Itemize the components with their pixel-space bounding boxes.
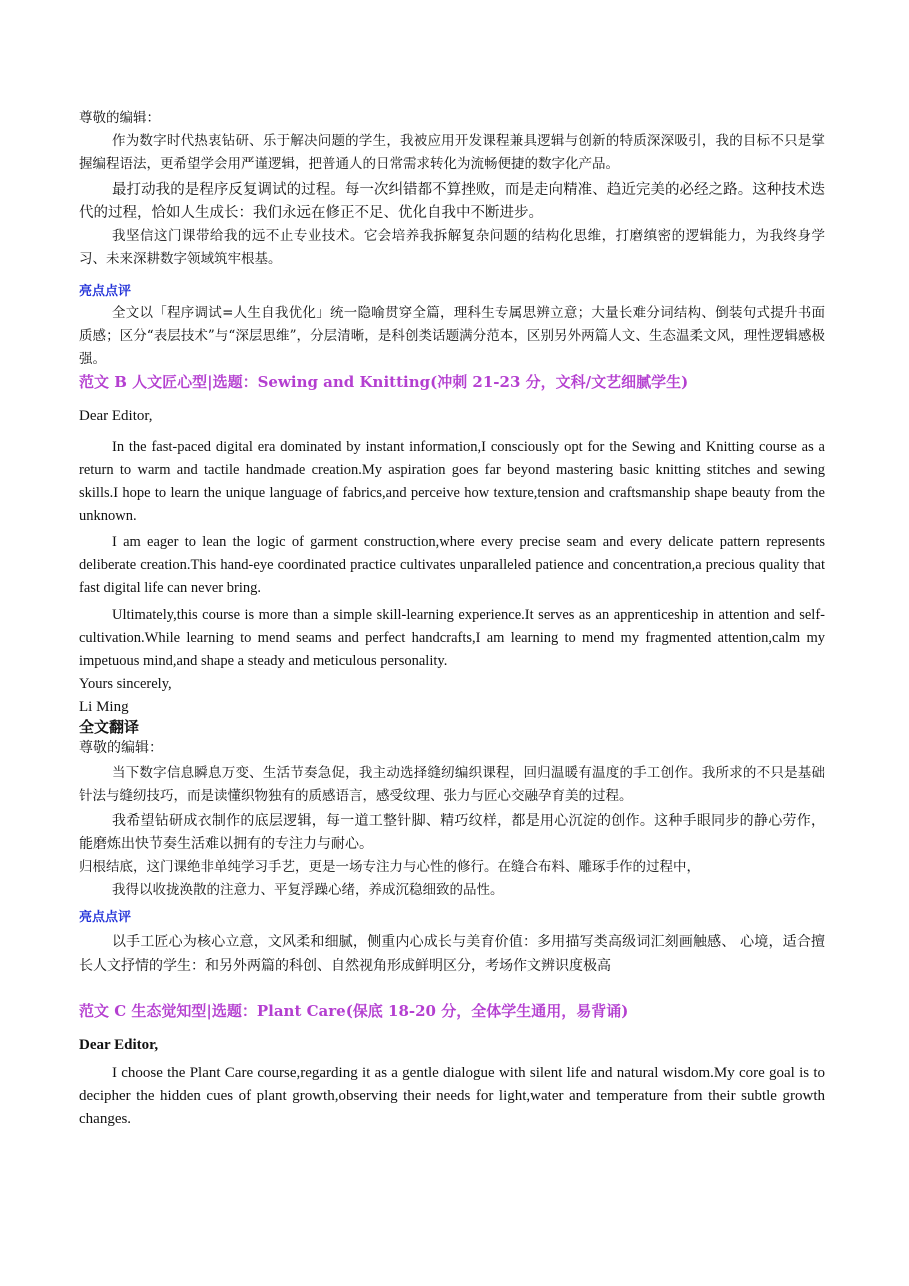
paragraph: 我得以收拢涣散的注意力、平复浮躁心绪，养成沉稳细致的品性。: [112, 882, 504, 898]
closing: Yours sincerely,: [79, 676, 172, 692]
paragraph: 我希望钻研成衣制作的底层逻辑，每一道工整针脚、精巧纹样，都是用心沉淀的创作。这种手眼同步的静心劳作，能磨炼出快节奏生活难以拥有的专注力与耐心。: [79, 813, 825, 852]
paragraph: 归根结底，这门课绝非单纯学习手艺，更是一场专注力与心性的修行。在缝合布料、雕琢手作的过程中，: [79, 859, 700, 875]
salutation: Dear Editor,: [79, 408, 153, 424]
section-heading-c: 范文 C 生态觉知型|选题：Plant Care(保底 18-20 分，全体学生通用，易背诵): [79, 1002, 629, 1020]
salutation: 尊敬的编辑：: [79, 740, 163, 756]
paragraph: 当下数字信息瞬息万变、生活节奏急促，我主动选择缝纫编织课程，回归温暖有温度的手工创作。我所求的不只是基础针法与缝纫技巧，而是读懂织物独有的质感语言，感受纹理、张力与匠心交融孕育美的过程。: [79, 765, 825, 804]
essay-b: [79, 405, 825, 719]
translation-label: 全文翻译: [79, 718, 140, 736]
highlight-label: 亮点点评: [79, 910, 132, 925]
essay-c: [79, 1034, 825, 1131]
signature: Li Ming: [79, 699, 129, 715]
essay-b-translation: [79, 737, 825, 902]
paragraph: 最打动我的是程序反复调试的过程。每一次纠错都不算挫败，而是走向精准、趋近完美的必经之路。这种技术迭代的过程，恰如人生成长：我们永远在修正不足、优化自我中不断进步。: [79, 182, 825, 221]
highlight-label: 亮点点评: [79, 284, 132, 299]
section-heading-b: 范文 B 人文匠心型|选题：Sewing and Knitting(冲刺 21-23 分，文科/文艺细腻学生): [79, 373, 689, 391]
paragraph: Ultimately,this course is more than a simple skill-learning experience.It serves as an apprenticeship in attention and self-cultivation.While learning to mend seams and perfect handcrafts,I am learning to mend my fragmented attention,calm my impetuous mind,and shape a steady and meticulous personality.: [79, 607, 825, 669]
essay-a-translation: [79, 107, 825, 271]
paragraph: I choose the Plant Care course,regarding it as a gentle dialogue with silent life and natural wisdom.My core goal is to decipher the hidden cues of plant growth,observing their needs for light,water and temperature from their subtle growth changes.: [79, 1065, 825, 1127]
paragraph: 我坚信这门课带给我的远不止专业技术。它会培养我拆解复杂问题的结构化思维，打磨缜密的逻辑能力，为我终身学习、未来深耕数字领域筑牢根基。: [79, 228, 825, 267]
highlight-comment: 全文以「程序调试=人生自我优化」统一隐喻贯穿全篇，理科生专属思辨立意；大量长难分词结构、倒装句式提升书面质感；区分“表层技术”与“深层思维”，分层清晰，是科创类话题满分范本，区别另外两篇人文、生态温柔文风，理性逻辑感极 强。: [79, 305, 825, 367]
paragraph: I am eager to lean the logic of garment construction,where every precise seam and every delicate pattern represents deliberate creation.This hand-eye coordinated practice cultivates unparalleled patience and concentration,a precious quality that fast digital life can never bring.: [79, 534, 825, 596]
salutation: Dear Editor,: [79, 1037, 159, 1053]
highlight-comment: 以手工匠心为核心立意，文风柔和细腻，侧重内心成长与美育价值：多用描写类高级词汇刻画触感、 心境，适合擅长人文抒情的学生：和另外两篇的科创、自然视角形成鲜明区分，考场作文辨识度极高: [79, 934, 825, 974]
paragraph: 作为数字时代热衷钻研、乐于解决问题的学生，我被应用开发课程兼具逻辑与创新的特质深深吸引，我的目标不只是掌握编程语法，更希望学会用严谨逻辑，把普通人的日常需求转化为流畅便捷的数字化产品。: [79, 133, 825, 172]
paragraph: In the fast-paced digital era dominated by instant information,I consciously opt for the Sewing and Knitting course as a return to warm and tactile handmade creation.My aspiration goes far beyond mastering basic knitting stitches and sewing skills.I hope to learn the unique language of fabrics,and perceive how texture,tension and craftsmanship shape beauty from the unknown.: [79, 439, 825, 524]
salutation: 尊敬的编辑：: [79, 110, 160, 126]
